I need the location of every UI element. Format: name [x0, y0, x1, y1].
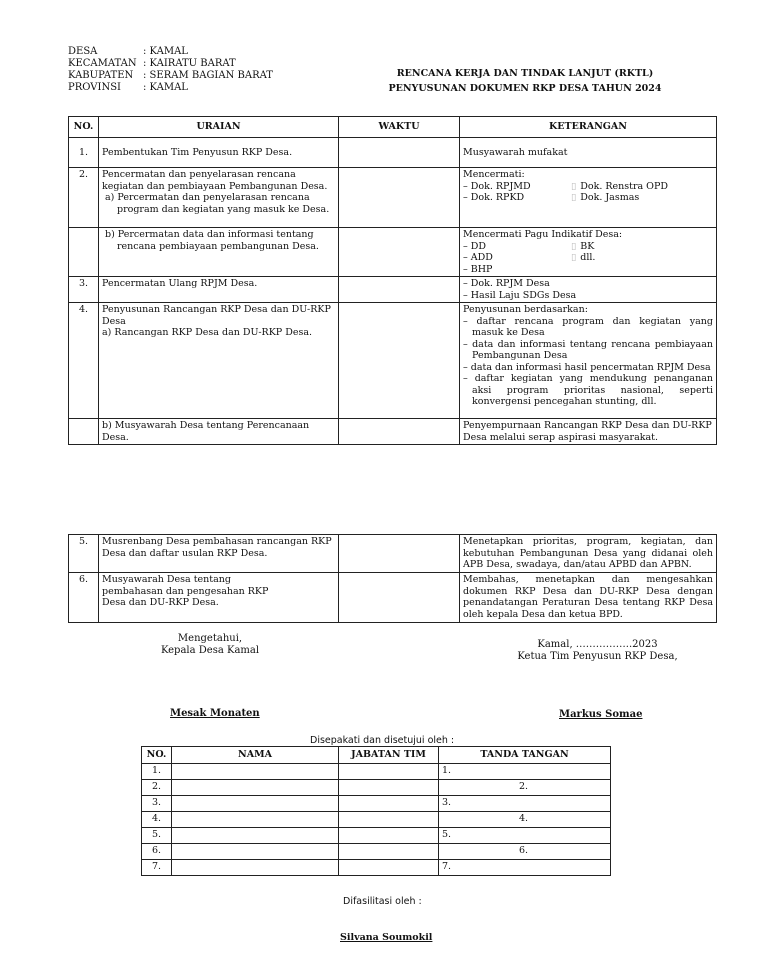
ket-item: – daftar rencana program dan kegiatan yang masuk ke Desa: [463, 315, 713, 338]
team-row-number: 3.: [142, 796, 172, 812]
uraian-sub-b: b) Percermatan data dan informasi tentang rencana pembiayaan pembangunan Desa.: [105, 229, 319, 252]
ket-heading: Penyusunan berdasarkan:: [463, 304, 588, 315]
team-name-cell[interactable]: [172, 796, 339, 812]
table-row: [142, 764, 611, 780]
row-number: 5.: [69, 535, 99, 573]
table-header-row: [142, 747, 611, 764]
row-waktu[interactable]: [339, 303, 460, 419]
team-role-cell[interactable]: [339, 780, 439, 796]
document-title: [360, 66, 690, 96]
row-waktu[interactable]: [339, 535, 460, 573]
ket-heading: Mencermati Pagu Indikatif Desa:: [463, 229, 623, 240]
identity-value: : KAIRATU BARAT: [143, 58, 236, 69]
row-waktu[interactable]: [339, 138, 460, 168]
team-row-number: 2.: [142, 780, 172, 796]
team-name-cell[interactable]: [172, 844, 339, 860]
ket-item: – DD: [463, 240, 487, 252]
signature-kepala-desa: [150, 633, 270, 657]
team-signature-cell[interactable]: 5.: [439, 828, 611, 844]
identity-key: PROVINSI: [68, 82, 122, 93]
rktl-table-continued: [68, 534, 717, 623]
team-role-cell[interactable]: [339, 812, 439, 828]
team-name-cell[interactable]: [172, 860, 339, 876]
uraian-line: Desa dan DU-RKP Desa.: [102, 597, 219, 608]
ket-item: – data dan informasi hasil pencermatan RPJM Desa: [463, 361, 711, 373]
ket-item: ▯ dll.: [571, 252, 595, 264]
team-name-cell[interactable]: [172, 780, 339, 796]
rktl-table: [68, 116, 717, 445]
table-row: [69, 419, 717, 445]
identity-value: : KAMAL: [143, 46, 188, 57]
identity-key: DESA: [68, 46, 98, 57]
team-name-cell[interactable]: [172, 828, 339, 844]
table-row: [69, 303, 717, 419]
ket-item: ▯ Dok. Renstra OPD: [571, 181, 668, 193]
ket-item: – Dok. RPKD: [463, 192, 525, 203]
row-keterangan: [460, 168, 717, 228]
sig-label: Mengetahui,: [177, 633, 243, 644]
row-keterangan: [460, 277, 717, 303]
title-line-1: RENCANA KERJA DAN TINDAK LANJUT (RKTL): [396, 68, 654, 79]
sig-role: Ketua Tim Penyusun RKP Desa,: [517, 651, 678, 662]
facilitated-label: Difasilitasi oleh :: [343, 896, 422, 907]
col-tanda-tangan: TANDA TANGAN: [439, 747, 611, 764]
row-uraian: [99, 168, 339, 228]
row-number: 6.: [69, 573, 99, 623]
row-number: 2.: [69, 168, 99, 228]
signature-ketua-tim: [500, 639, 695, 663]
team-row-number: 5.: [142, 828, 172, 844]
uraian-main: Penyusunan Rancangan RKP Desa dan DU-RKP Desa: [102, 304, 331, 327]
team-row-number: 1.: [142, 764, 172, 780]
col-nama: NAMA: [172, 747, 339, 764]
row-keterangan: [460, 303, 717, 419]
identity-value: : KAMAL: [143, 82, 188, 93]
team-role-cell[interactable]: [339, 844, 439, 860]
row-keterangan: Musyawarah mufakat: [460, 138, 717, 168]
team-name-cell[interactable]: [172, 812, 339, 828]
row-uraian: Pencermatan Ulang RPJM Desa.: [99, 277, 339, 303]
team-signature-cell[interactable]: 7.: [439, 860, 611, 876]
facilitator-name: Silvana Soumokil: [340, 932, 433, 943]
ketua-tim-name: Markus Somae: [559, 709, 643, 720]
row-keterangan: Menetapkan prioritas, program, kegiatan, dan kebutuhan Pembangunan Desa yang didanai oleh APB Desa, swadaya, dan/atau APBD dan APBN.: [460, 535, 717, 573]
table-row: [142, 860, 611, 876]
team-row-number: 6.: [142, 844, 172, 860]
ket-item: ▯ BK: [571, 241, 594, 253]
col-no: NO.: [142, 747, 172, 764]
identity-key: KABUPATEN: [68, 70, 134, 81]
row-waktu[interactable]: [339, 277, 460, 303]
row-uraian: [99, 228, 339, 277]
row-uraian: [99, 303, 339, 419]
team-role-cell[interactable]: [339, 860, 439, 876]
col-waktu: WAKTU: [339, 117, 460, 138]
table-row: [69, 573, 717, 623]
table-row: [142, 780, 611, 796]
table-row: [142, 796, 611, 812]
title-line-2: PENYUSUNAN DOKUMEN RKP DESA TAHUN 2024: [388, 83, 662, 94]
identity-key: KECAMATAN: [68, 58, 137, 69]
uraian-sub-a: a) Percermatan dan penyelarasan rencana program dan kegiatan yang masuk ke Desa.: [105, 192, 330, 215]
table-row: [142, 828, 611, 844]
team-role-cell[interactable]: [339, 764, 439, 780]
uraian-sub-a: a) Rancangan RKP Desa dan DU-RKP Desa.: [102, 327, 312, 338]
team-signature-cell[interactable]: 1.: [439, 764, 611, 780]
table-row: [69, 228, 717, 277]
row-waktu[interactable]: [339, 168, 460, 228]
row-number: 1.: [69, 138, 99, 168]
row-uraian: [99, 573, 339, 623]
ket-heading: Mencermati:: [463, 169, 525, 180]
identity-value: : SERAM BAGIAN BARAT: [143, 70, 273, 81]
team-row-number: 4.: [142, 812, 172, 828]
team-name-cell[interactable]: [172, 764, 339, 780]
team-role-cell[interactable]: [339, 828, 439, 844]
col-jabatan: JABATAN TIM: [339, 747, 439, 764]
team-role-cell[interactable]: [339, 796, 439, 812]
team-signature-cell[interactable]: 3.: [439, 796, 611, 812]
row-uraian: Pembentukan Tim Penyusun RKP Desa.: [99, 138, 339, 168]
table-row: [69, 535, 717, 573]
col-uraian: URAIAN: [99, 117, 339, 138]
ket-item: – Dok. RPJMD: [463, 180, 531, 192]
table-row: [69, 168, 717, 228]
uraian-line: pembahasan dan pengesahan RKP: [102, 585, 269, 597]
sig-role: Kepala Desa Kamal: [160, 645, 260, 656]
row-waktu[interactable]: [339, 228, 460, 277]
ket-item: – daftar kegiatan yang mendukung penanganan aksi program prioritas nasional, seperti konvergensi pencegahan stunting, dll.: [463, 373, 713, 407]
row-waktu[interactable]: [339, 419, 460, 445]
col-no: NO.: [69, 117, 99, 138]
ket-item: – data dan informasi tentang rencana pembiayaan Pembangunan Desa: [463, 338, 713, 361]
row-keterangan: Membahas, menetapkan dan mengesahkan dokumen RKP Desa dan DU-RKP Desa dengan penandatangan Peraturan Desa tentang RKP Desa oleh kepala Desa dan ketua BPD.: [460, 573, 717, 623]
row-number: 3.: [69, 277, 99, 303]
identity-block: [68, 46, 273, 94]
table-row: [69, 277, 717, 303]
sig-place-date: Kamal, ……………..2023: [537, 639, 658, 650]
ket-item: ▯ Dok. Jasmas: [571, 192, 639, 204]
row-uraian: b) Musyawarah Desa tentang Perencanaan Desa.: [99, 419, 339, 445]
team-signature-cell[interactable]: 2.: [439, 780, 611, 796]
ket-item: – BHP: [463, 263, 493, 275]
team-signature-cell[interactable]: 4.: [439, 812, 611, 828]
row-uraian: Musrenbang Desa pembahasan rancangan RKP Desa dan daftar usulan RKP Desa.: [99, 535, 339, 573]
team-row-number: 7.: [142, 860, 172, 876]
ket-item: – ADD: [463, 252, 493, 263]
table-header-row: [69, 117, 717, 138]
col-keterangan: KETERANGAN: [460, 117, 717, 138]
ket-item: – Dok. RPJM Desa: [463, 278, 550, 289]
ket-item: – Hasil Laju SDGs Desa: [463, 289, 577, 301]
uraian-line: Musyawarah Desa tentang: [102, 574, 231, 585]
row-waktu[interactable]: [339, 573, 460, 623]
row-keterangan: [460, 228, 717, 277]
row-keterangan: Penyempurnaan Rancangan RKP Desa dan DU-RKP Desa melalui serap aspirasi masyarakat.: [460, 419, 717, 445]
table-row: [142, 812, 611, 828]
row-number: 4.: [69, 303, 99, 419]
table-row: [142, 844, 611, 860]
uraian-main: Pencermatan dan penyelarasan rencana kegiatan dan pembiayaan Pembangunan Desa.: [102, 169, 328, 192]
kepala-desa-name: Mesak Monaten: [170, 708, 260, 719]
agreement-label: Disepakati dan disetujui oleh :: [310, 735, 455, 746]
table-row: [69, 138, 717, 168]
team-signature-cell[interactable]: 6.: [439, 844, 611, 860]
team-signature-table: [141, 746, 611, 876]
